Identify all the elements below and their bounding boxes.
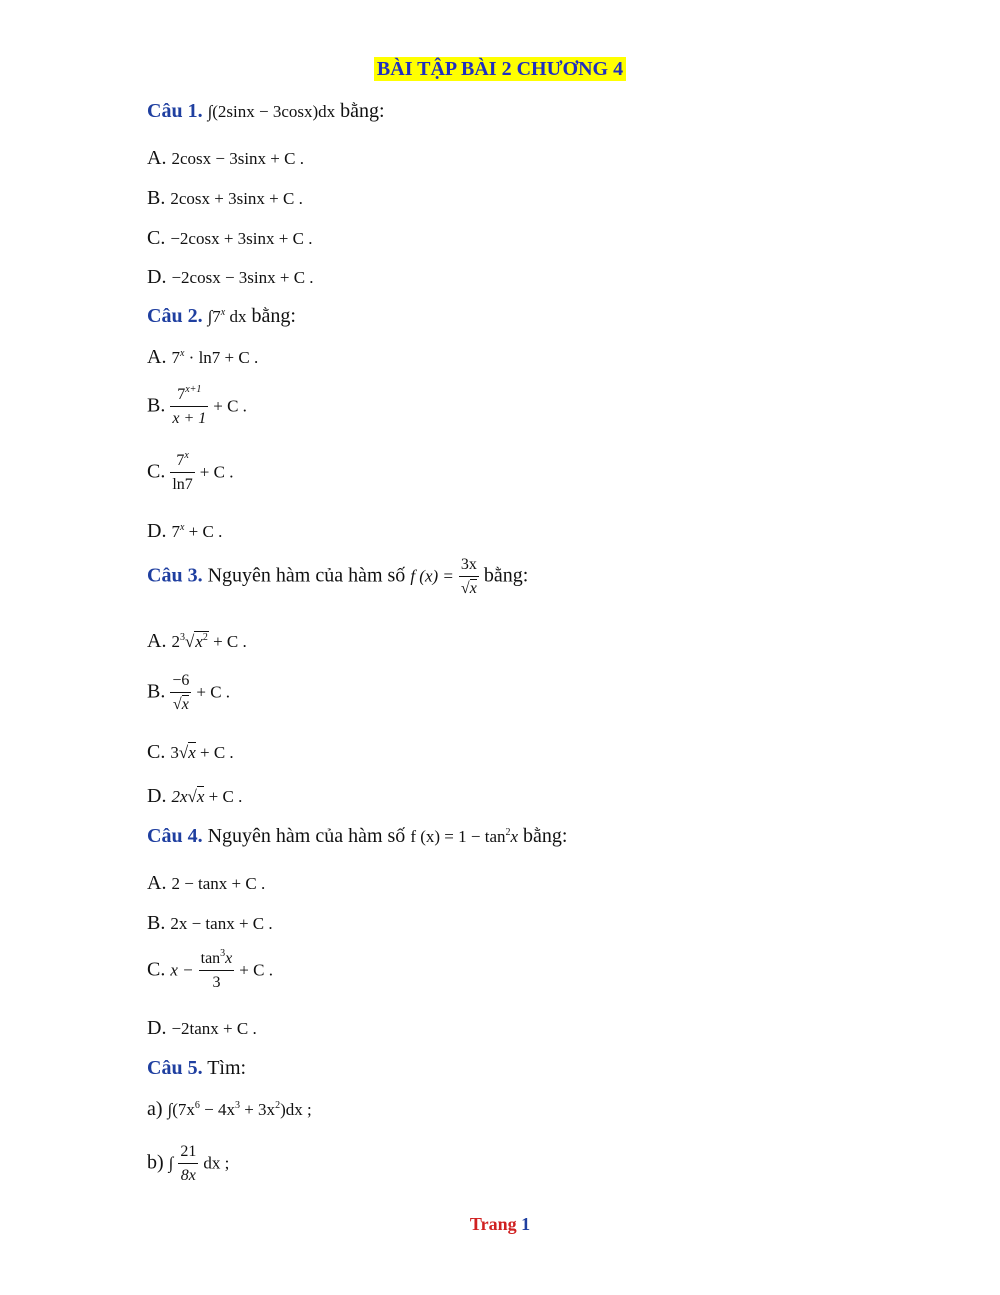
q2-option-c: C. $\frac{7^x}{\ln 7}$ + C . — [147, 450, 234, 493]
q3-option-c: C. 3√x + C . — [147, 741, 234, 763]
q4-option-d: D. −2tanx + C . — [147, 1017, 257, 1039]
question-suffix: bằng: — [483, 564, 529, 587]
question-text: Tìm: — [207, 1057, 247, 1079]
question-suffix: bằng: — [340, 100, 385, 122]
function-lhs: f (x) = — [410, 566, 454, 586]
question-suffix: bằng: — [251, 305, 296, 327]
page-title: BÀI TẬP BÀI 2 CHƯƠNG 4 — [0, 58, 1000, 81]
q3-option-b: B. $\frac{-6}{√x}$ + C . — [147, 672, 231, 713]
q5-part-b: b) ∫ $\frac{21}{8x}$ dx ; — [147, 1143, 230, 1184]
function-expression: f $(x) = 1 - \tan^2x$ — [410, 827, 519, 846]
page-number: 1 — [521, 1214, 531, 1234]
fraction: $\frac{-6}{√x}$ — [172, 672, 190, 713]
q4-option-b: B. 2x − tanx + C . — [147, 912, 273, 934]
question-label: Câu 4. — [147, 825, 203, 847]
fraction: $\frac{7^{x+1}}{x + 1}$ — [172, 384, 207, 427]
q1-option-b: B. 2cosx + 3sinx + C . — [147, 187, 303, 209]
question-4 — [147, 825, 567, 848]
question-label: Câu 1. — [147, 100, 203, 122]
question-3 — [147, 556, 528, 598]
question-label: Câu 2. — [147, 305, 203, 327]
integral-expression: ∫(2sinx − 3cosx)dx — [207, 102, 336, 121]
question-2 — [147, 305, 296, 328]
q2-option-d: D. 7$^x$ + C . — [147, 520, 223, 542]
q3-option-a: A. $2^3√x^2 + C$ . — [147, 630, 247, 652]
q1-option-a: A. 2cosx − 3sinx + C . — [147, 147, 304, 169]
q5-part-a: a) $\int(7x^6 - 4x^3 + 3x^2)dx$ ; — [147, 1098, 312, 1120]
q2-option-b: B. $\frac{7^{x+1}}{x + 1}$ + C . — [147, 384, 247, 427]
q2-option-a: A. 7$^x$ · ln7 + C . — [147, 346, 259, 368]
question-label: Câu 5. — [147, 1057, 203, 1079]
q4-option-c: C. x − $\frac{\tan^3x}{3}$ + C . — [147, 948, 273, 991]
fraction: $\frac{21}{8x}$ — [180, 1143, 197, 1184]
q1-option-d: D. −2cosx − 3sinx + C . — [147, 266, 314, 288]
q4-option-a: A. 2 − tanx + C . — [147, 872, 266, 894]
question-1 — [147, 100, 385, 123]
function-fraction: $\frac{3x}{√x}$ — [460, 556, 477, 597]
q1-option-c: C. −2cosx + 3sinx + C . — [147, 227, 313, 249]
fraction: $\frac{7^x}{\ln 7}$ — [172, 450, 193, 493]
question-5 — [147, 1057, 246, 1080]
page-word: Trang — [469, 1214, 517, 1234]
question-text: Nguyên hàm của hàm số — [207, 564, 406, 587]
question-label: Câu 3. — [147, 564, 203, 587]
question-suffix: bằng: — [523, 825, 568, 847]
page-footer — [0, 1214, 1000, 1235]
integral-expression: ∫7$^x$ dx — [207, 307, 247, 326]
fraction: $\frac{\tan^3x}{3}$ — [200, 948, 233, 991]
question-text: Nguyên hàm của hàm số — [207, 825, 406, 847]
q3-option-d: D. 2x√x + C . — [147, 785, 243, 807]
